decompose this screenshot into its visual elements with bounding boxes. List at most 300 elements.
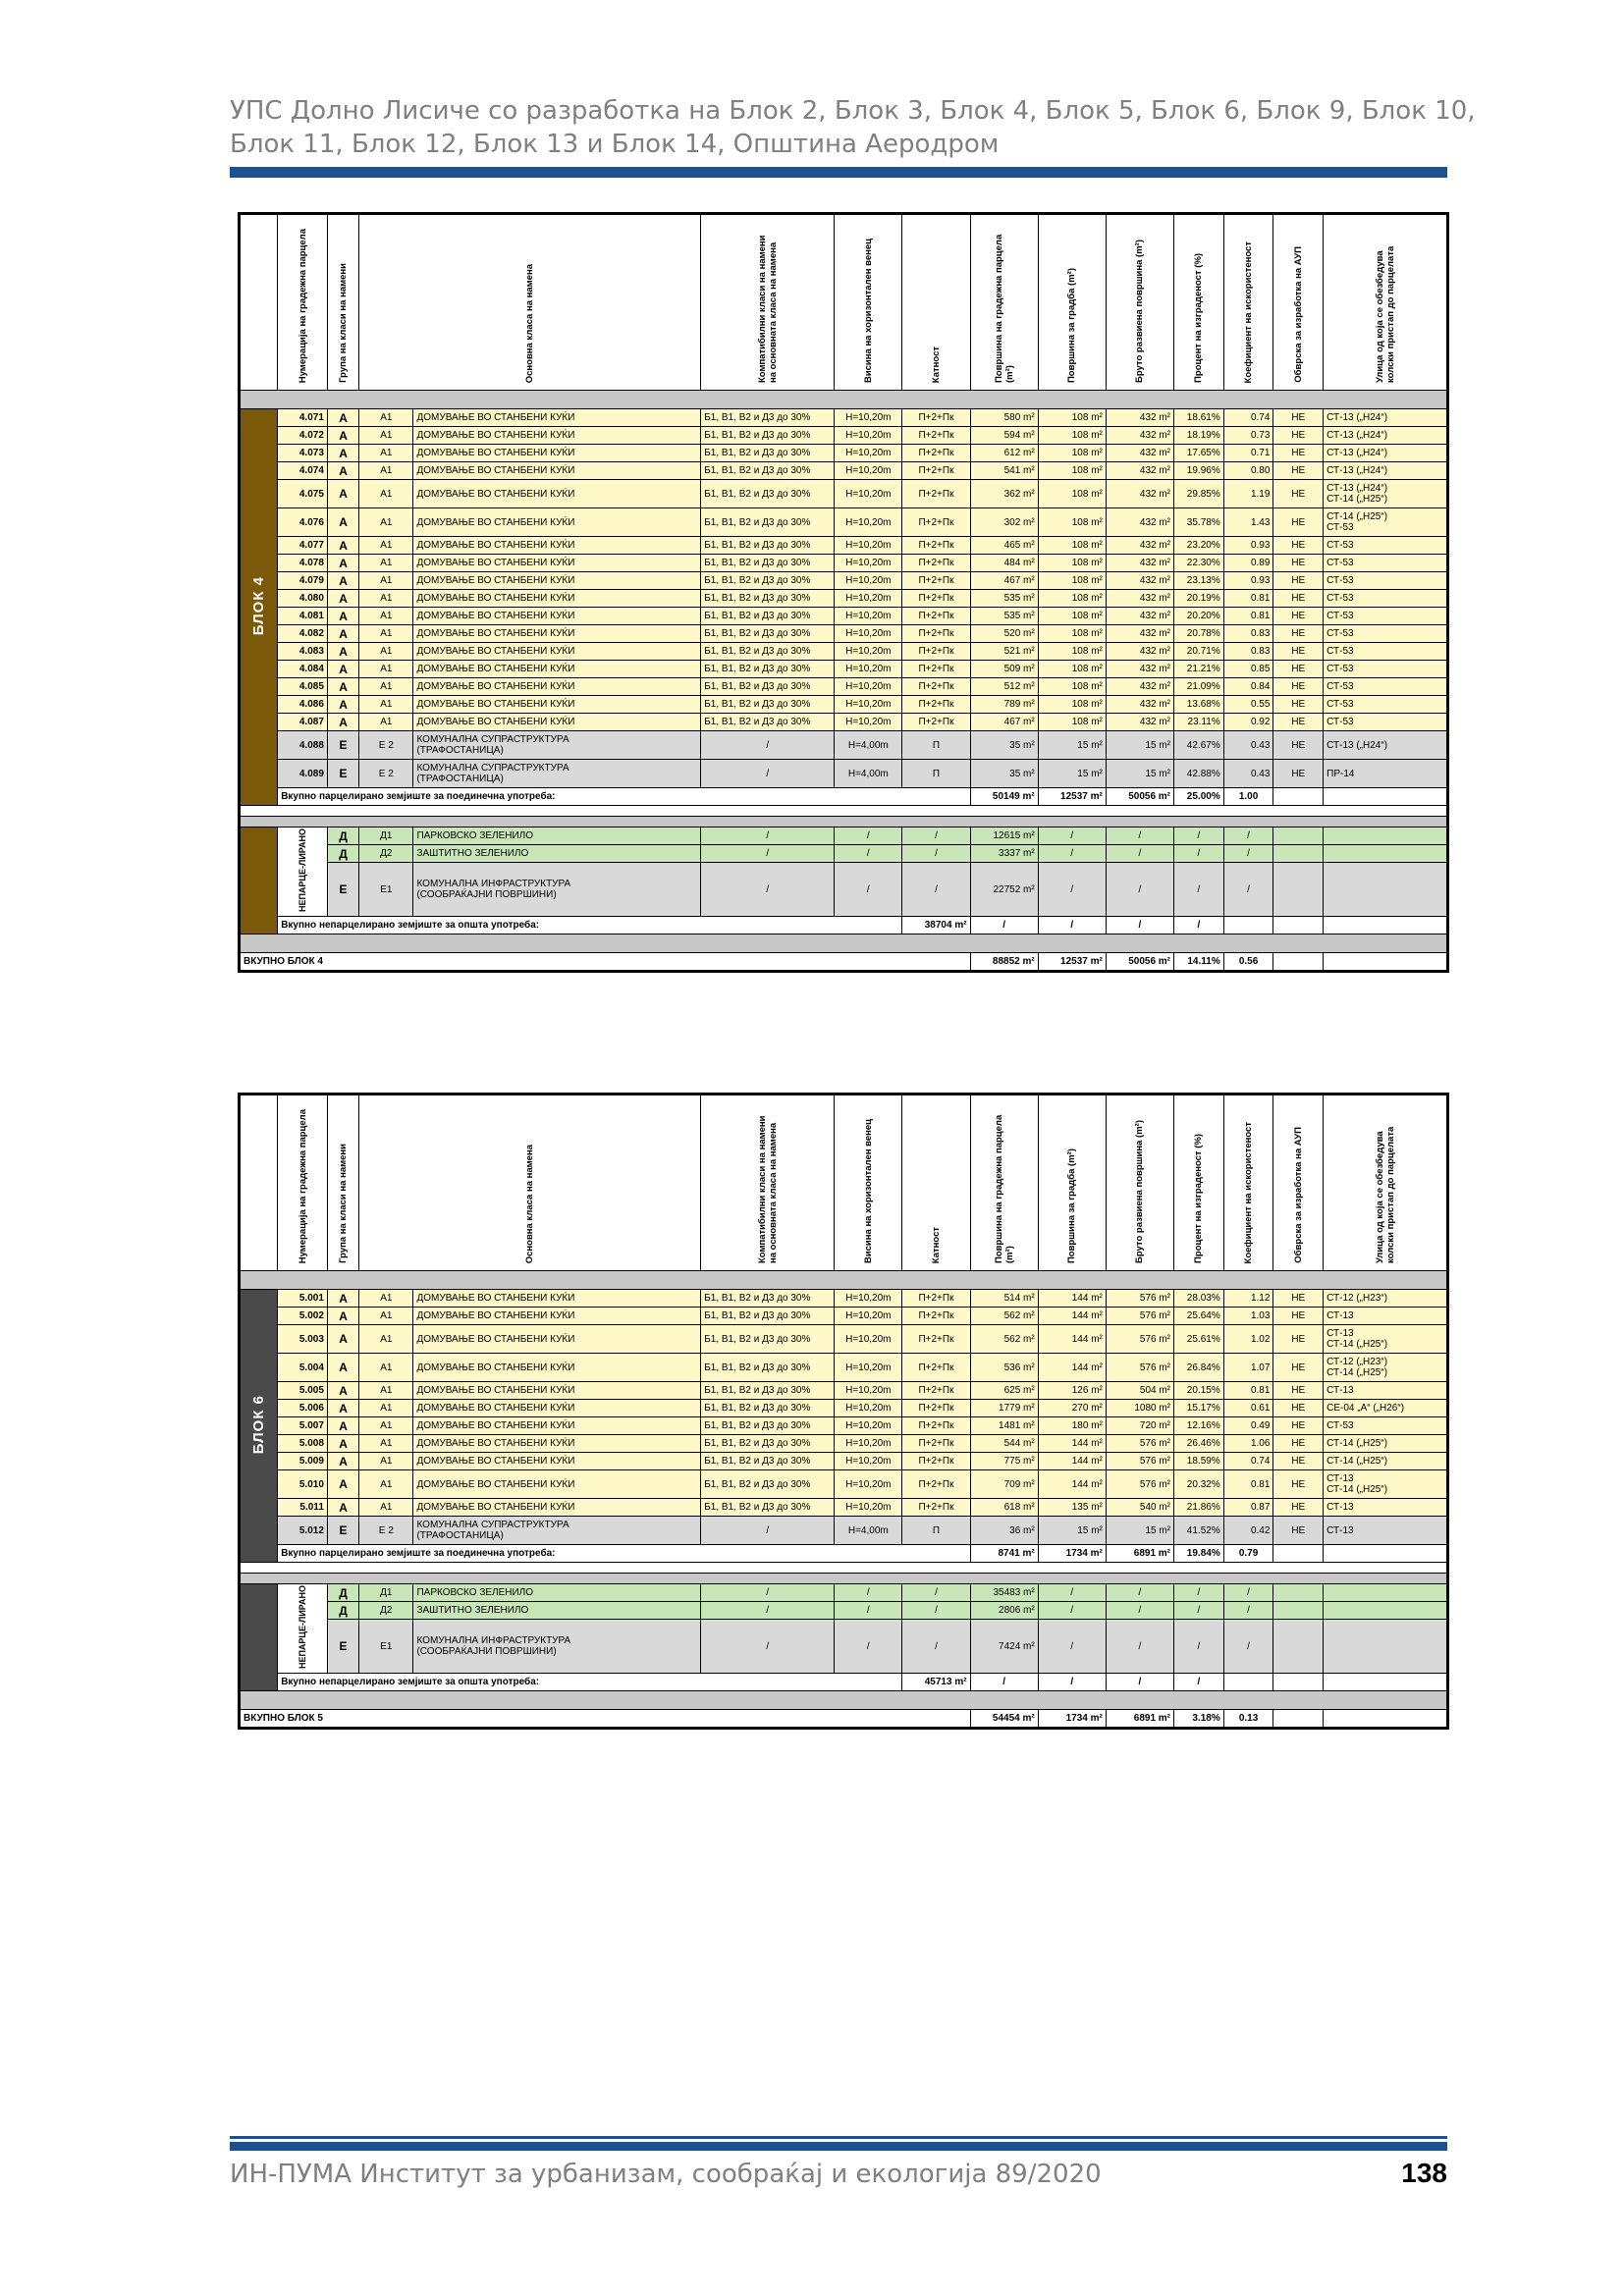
parcel-number: 5.005 [278, 1382, 328, 1400]
cornice-height: H=10,20m [835, 1499, 902, 1517]
block-side-label-text: БЛОК 6 [250, 1394, 268, 1455]
parcel-number: 4.076 [278, 508, 328, 537]
access-street-line: СТ-14 („Н25“) [1326, 1438, 1388, 1449]
use-name-line: (ТРАФОСТАНИЦА) [416, 774, 504, 784]
use-name: ДОМУВАЊЕ ВО СТАНБЕНИ КУЌИ [413, 572, 701, 590]
floors: П+2+Пк [902, 1453, 970, 1470]
block-4-table [238, 212, 1449, 973]
parcel-number: 5.010 [278, 1470, 328, 1499]
coefficient: 0.71 [1223, 445, 1273, 462]
compatible-uses: Б1, В1, В2 и Д3 до 30% [701, 1354, 835, 1382]
coefficient: 1.19 [1223, 480, 1273, 508]
build-percent: 21.09% [1174, 678, 1224, 696]
build-area: 108 m² [1038, 445, 1106, 462]
use-group: А [327, 462, 358, 480]
column-header [835, 214, 902, 391]
parcel-row [240, 731, 1448, 760]
cornice-height: / [835, 845, 902, 863]
access-street [1324, 643, 1448, 661]
column-header-label: Површина за градба (m²) [1066, 1148, 1078, 1263]
use-group: Е [327, 1620, 358, 1674]
cornice-height: H=10,20m [835, 1470, 902, 1499]
access-street [1324, 1453, 1448, 1470]
gross-area: 576 m² [1106, 1354, 1173, 1382]
access-street [1324, 1325, 1448, 1354]
access-street-line: СТ-13 („Н24“) [1326, 430, 1388, 441]
parcel-row [240, 714, 1448, 731]
unparceled-row [240, 1584, 1448, 1602]
column-header-label: Бруто развиена површина (m²) [1134, 240, 1146, 383]
parcel-number: 4.084 [278, 661, 328, 678]
access-street-line: СТ-53 [1326, 699, 1354, 710]
access-street-line: СТ-53 [1326, 1420, 1354, 1431]
access-street [1324, 1400, 1448, 1417]
access-street: ПР-14 [1324, 760, 1448, 788]
parcel-number: 4.080 [278, 590, 328, 608]
coefficient: 0.43 [1223, 760, 1273, 788]
build-percent: 42.88% [1174, 760, 1224, 788]
floors: / [902, 1602, 970, 1620]
unparceled-label-text: НЕПАРЦЕ-ЛИРАНО [298, 828, 308, 913]
use-name: ПАРКОВСКО ЗЕЛЕНИЛО [413, 828, 701, 845]
parcel-number: 4.079 [278, 572, 328, 590]
coefficient: / [1223, 1602, 1273, 1620]
floors: П+2+Пк [902, 508, 970, 537]
aup-obligation: НЕ [1273, 1354, 1324, 1382]
access-street-line: СТ-53 [1326, 646, 1354, 657]
parcel-number: 4.088 [278, 731, 328, 760]
column-header [970, 1095, 1038, 1271]
separator-row [240, 1574, 1448, 1584]
column-header-label: Компатибилни класи на намени на основната класа на намена [756, 235, 779, 383]
block-5-table [238, 1093, 1449, 1730]
total-area: 88852 m² [970, 953, 1038, 972]
use-code: А1 [359, 714, 413, 731]
aup-obligation: НЕ [1273, 572, 1324, 590]
floors: П+2+Пк [902, 480, 970, 508]
use-group: А [327, 427, 358, 445]
parcel-area: 562 m² [970, 1325, 1038, 1354]
summary-label: Вкупно парцелирано земјиште за поединечна употреба: [278, 1545, 970, 1563]
build-percent: / [1174, 828, 1224, 845]
access-street [1324, 845, 1448, 863]
build-percent: / [1174, 863, 1224, 917]
empty-cell [1223, 1674, 1273, 1691]
coefficient: 0.93 [1223, 572, 1273, 590]
spacer-row [240, 806, 1448, 817]
access-street-line: СТ-53 [1326, 558, 1354, 568]
use-code: Д1 [359, 828, 413, 845]
compatible-uses: Б1, В1, В2 и Д3 до 30% [701, 1400, 835, 1417]
parcel-row [240, 643, 1448, 661]
parcel-area: 580 m² [970, 409, 1038, 427]
separator-row [240, 934, 1448, 953]
build-percent: 41.52% [1174, 1517, 1224, 1545]
parcel-area: 467 m² [970, 572, 1038, 590]
aup-obligation: НЕ [1273, 508, 1324, 537]
floors: П+2+Пк [902, 427, 970, 445]
block-side-label-text: БЛОК 4 [250, 575, 268, 636]
build-area: / [1038, 828, 1106, 845]
coefficient: 0.55 [1223, 696, 1273, 714]
floors: П+2+Пк [902, 462, 970, 480]
aup-obligation [1273, 863, 1324, 917]
header-row [240, 1095, 1448, 1271]
access-street [1324, 462, 1448, 480]
gross-area: / [1106, 828, 1173, 845]
coefficient: 0.42 [1223, 1517, 1273, 1545]
parcel-area: 35 m² [970, 731, 1038, 760]
build-percent: 12.16% [1174, 1417, 1224, 1435]
build-area: 108 m² [1038, 480, 1106, 508]
column-header-label: Процент на изграденост (%) [1193, 253, 1205, 383]
parcel-area: 467 m² [970, 714, 1038, 731]
column-header-label: Катност [930, 346, 942, 383]
access-street [1324, 427, 1448, 445]
parcel-area: 509 m² [970, 661, 1038, 678]
use-name: ДОМУВАЊЕ ВО СТАНБЕНИ КУЌИ [413, 643, 701, 661]
floors: / [902, 828, 970, 845]
cornice-height: H=10,20m [835, 555, 902, 572]
header-line-1: УПС Долно Лисиче со разработка на Блок 2, Блок 3, Блок 4, Блок 5, Блок 6, Блок 9, Блок 10, [230, 96, 1476, 126]
column-header-label: Група на класи на намени [338, 1144, 350, 1263]
coefficient: 0.93 [1223, 537, 1273, 555]
gross-area: 576 m² [1106, 1290, 1173, 1308]
page-number: 138 [1401, 2158, 1447, 2188]
build-percent: 22.30% [1174, 555, 1224, 572]
access-street [1324, 508, 1448, 537]
access-street-line: СТ-13 [1326, 1328, 1354, 1339]
access-street-line: СТ-14 („Н25“) [1326, 1339, 1388, 1350]
floors: П+2+Пк [902, 1435, 970, 1453]
use-name: ДОМУВАЊЕ ВО СТАНБЕНИ КУЌИ [413, 1325, 701, 1354]
summary-gross: 6891 m² [1106, 1545, 1173, 1563]
parcel-area: 1779 m² [970, 1400, 1038, 1417]
use-name: ДОМУВАЊЕ ВО СТАНБЕНИ КУЌИ [413, 1290, 701, 1308]
aup-obligation: НЕ [1273, 445, 1324, 462]
use-name: КОМУНАЛНА ИНФРАСТРУКТУРА (СООБРАЌАЈНИ ПОВРШИНИ) [413, 1620, 701, 1674]
use-group: А [327, 608, 358, 625]
parcel-area: 535 m² [970, 608, 1038, 625]
parcel-row [240, 537, 1448, 555]
unparceled-row [240, 828, 1448, 845]
unparceled-row [240, 863, 1448, 917]
cornice-height: H=10,20m [835, 1435, 902, 1453]
use-code: А1 [359, 1354, 413, 1382]
build-percent: 20.15% [1174, 1382, 1224, 1400]
aup-obligation: НЕ [1273, 537, 1324, 555]
gross-area: 432 m² [1106, 696, 1173, 714]
gross-area: 432 m² [1106, 608, 1173, 625]
summary-label: Вкупно непарцелирано земјиште за општа употреба: [278, 1674, 902, 1691]
use-code: А1 [359, 409, 413, 427]
use-code: А1 [359, 696, 413, 714]
column-header [1106, 1095, 1173, 1271]
aup-obligation: НЕ [1273, 1453, 1324, 1470]
coefficient: 0.84 [1223, 678, 1273, 696]
unparceled-summary-row [240, 917, 1448, 934]
build-area: / [1038, 863, 1106, 917]
access-street-line: СТ-14 („Н25“) [1326, 1484, 1388, 1495]
floors: П+2+Пк [902, 1325, 970, 1354]
cornice-height: / [835, 1584, 902, 1602]
use-code: Е 2 [359, 1517, 413, 1545]
use-code: А1 [359, 1470, 413, 1499]
gross-area: / [1106, 1602, 1173, 1620]
use-code: Д2 [359, 845, 413, 863]
document-header [230, 94, 1476, 161]
summary-gross: / [1038, 917, 1106, 934]
cornice-height: / [835, 1620, 902, 1674]
use-group: А [327, 1354, 358, 1382]
separator-row [240, 1271, 1448, 1290]
use-group: А [327, 555, 358, 572]
parcel-area: 1481 m² [970, 1417, 1038, 1435]
column-header [278, 214, 328, 391]
floors: П+2+Пк [902, 714, 970, 731]
gross-area: 432 m² [1106, 537, 1173, 555]
floors: П+2+Пк [902, 608, 970, 625]
build-area: / [1038, 1620, 1106, 1674]
summary-build: 12537 m² [1038, 788, 1106, 806]
cornice-height: H=10,20m [835, 1382, 902, 1400]
build-percent: / [1174, 1602, 1224, 1620]
use-code: А1 [359, 1499, 413, 1517]
use-name: ДОМУВАЊЕ ВО СТАНБЕНИ КУЌИ [413, 1354, 701, 1382]
compatible-uses: Б1, В1, В2 и Д3 до 30% [701, 714, 835, 731]
use-group: А [327, 678, 358, 696]
coefficient: 0.83 [1223, 625, 1273, 643]
floors: П+2+Пк [902, 1308, 970, 1325]
compatible-uses: Б1, В1, В2 и Д3 до 30% [701, 427, 835, 445]
column-header-label: Нумерација на градежна парцела [297, 1108, 308, 1263]
parcel-number: 4.081 [278, 608, 328, 625]
floors: П+2+Пк [902, 661, 970, 678]
empty-cell [1223, 917, 1273, 934]
column-header-label: Група на класи на намени [338, 263, 350, 383]
access-street [1324, 714, 1448, 731]
parcel-area: 544 m² [970, 1435, 1038, 1453]
cornice-height: H=10,20m [835, 661, 902, 678]
use-code: Е 2 [359, 760, 413, 788]
compatible-uses: Б1, В1, В2 и Д3 до 30% [701, 625, 835, 643]
coefficient: 0.43 [1223, 731, 1273, 760]
aup-obligation: НЕ [1273, 1417, 1324, 1435]
column-header [1324, 214, 1448, 391]
aup-obligation: НЕ [1273, 731, 1324, 760]
total-gross: 6891 m² [1106, 1710, 1173, 1729]
cornice-height: H=10,20m [835, 1453, 902, 1470]
gross-area: 576 m² [1106, 1453, 1173, 1470]
build-percent: / [1174, 1584, 1224, 1602]
parcel-area: 535 m² [970, 590, 1038, 608]
column-header [1174, 1095, 1224, 1271]
column-header [359, 1095, 701, 1271]
cornice-height: H=4,00m [835, 1517, 902, 1545]
use-name: ДОМУВАЊЕ ВО СТАНБЕНИ КУЌИ [413, 537, 701, 555]
column-header-label: Коефициент на искористеност [1243, 240, 1255, 383]
use-group: Е [327, 731, 358, 760]
parcel-row [240, 760, 1448, 788]
parcel-number: 4.072 [278, 427, 328, 445]
build-percent: 21.86% [1174, 1499, 1224, 1517]
use-name: ПАРКОВСКО ЗЕЛЕНИЛО [413, 1584, 701, 1602]
block-side-label [240, 1290, 278, 1563]
gross-area: 576 m² [1106, 1308, 1173, 1325]
cornice-height: H=10,20m [835, 480, 902, 508]
summary-build: / [970, 917, 1038, 934]
parcel-row [240, 678, 1448, 696]
gross-area: 432 m² [1106, 409, 1173, 427]
gross-area: / [1106, 1584, 1173, 1602]
parcel-number: 5.003 [278, 1325, 328, 1354]
floors: П [902, 1517, 970, 1545]
access-street [1324, 1354, 1448, 1382]
access-street-line: СТ-14 („Н25“) [1326, 1367, 1388, 1378]
column-header-label: Улица од која се обезбедува колски пристап до парцелата [1374, 1126, 1396, 1263]
coefficient: 0.61 [1223, 1400, 1273, 1417]
column-header [970, 214, 1038, 391]
use-group: А [327, 1308, 358, 1325]
aup-obligation [1273, 1584, 1324, 1602]
compatible-uses: Б1, В1, В2 и Д3 до 30% [701, 1435, 835, 1453]
use-name-line: (ТРАФОСТАНИЦА) [416, 745, 504, 756]
cornice-height: H=10,20m [835, 714, 902, 731]
summary-percent: 19.84% [1174, 1545, 1224, 1563]
build-area: 108 m² [1038, 696, 1106, 714]
access-street-line: СТ-13 [1326, 1502, 1354, 1513]
coefficient: 0.81 [1223, 590, 1273, 608]
column-header-label: Обврска за изработка на АУП [1292, 246, 1304, 383]
aup-obligation: НЕ [1273, 1290, 1324, 1308]
use-name [413, 731, 701, 760]
use-group: А [327, 1470, 358, 1499]
column-header [1223, 1095, 1273, 1271]
build-percent: 17.65% [1174, 445, 1224, 462]
separator-row [240, 1691, 1448, 1710]
build-area: 126 m² [1038, 1382, 1106, 1400]
empty-cell [1273, 788, 1324, 806]
use-name: ДОМУВАЊЕ ВО СТАНБЕНИ КУЌИ [413, 555, 701, 572]
total-gross: 50056 m² [1106, 953, 1173, 972]
aup-obligation: НЕ [1273, 409, 1324, 427]
parcel-number: 5.011 [278, 1499, 328, 1517]
empty-cell [1273, 953, 1324, 972]
block-total-row [240, 1710, 1448, 1729]
use-name: ДОМУВАЊЕ ВО СТАНБЕНИ КУЌИ [413, 1499, 701, 1517]
parcel-area: 302 m² [970, 508, 1038, 537]
parcel-row [240, 1470, 1448, 1499]
compatible-uses: / [701, 1584, 835, 1602]
build-area: 15 m² [1038, 760, 1106, 788]
parcel-area: 775 m² [970, 1453, 1038, 1470]
total-percent: 14.11% [1174, 953, 1224, 972]
use-name: ДОМУВАЊЕ ВО СТАНБЕНИ КУЌИ [413, 590, 701, 608]
cornice-height: H=10,20m [835, 1308, 902, 1325]
floors: П+2+Пк [902, 1382, 970, 1400]
column-header-label: Компатибилни класи на намени на основната класа на намена [756, 1115, 779, 1263]
use-group: А [327, 625, 358, 643]
parcel-number: 4.083 [278, 643, 328, 661]
use-code: А1 [359, 462, 413, 480]
access-street [1324, 1417, 1448, 1435]
summary-build: / [970, 1674, 1038, 1691]
parcel-area: 465 m² [970, 537, 1038, 555]
separator-row [240, 817, 1448, 828]
access-street-line: СТ-12 („Н23“) [1326, 1357, 1388, 1367]
parcel-row [240, 1499, 1448, 1517]
parcel-number: 4.085 [278, 678, 328, 696]
use-group: А [327, 445, 358, 462]
column-header [1038, 214, 1106, 391]
use-code: А1 [359, 1290, 413, 1308]
access-street-line: СТ-53 [1326, 540, 1354, 551]
summary-coefficient: 0.79 [1223, 1545, 1273, 1563]
parcel-number: 4.087 [278, 714, 328, 731]
summary-gross: / [1038, 1674, 1106, 1691]
summary-percent: 25.00% [1174, 788, 1224, 806]
column-header [327, 1095, 358, 1271]
use-group: Е [327, 760, 358, 788]
parcel-number: 5.004 [278, 1354, 328, 1382]
use-name: КОМУНАЛНА ИНФРАСТРУКТУРА (СООБРАЌАЈНИ ПОВРШИНИ) [413, 863, 701, 917]
floors: П+2+Пк [902, 678, 970, 696]
compatible-uses: Б1, В1, В2 и Д3 до 30% [701, 1382, 835, 1400]
floors: / [902, 1584, 970, 1602]
use-group: А [327, 508, 358, 537]
cornice-height: H=10,20m [835, 590, 902, 608]
cornice-height: / [835, 863, 902, 917]
cornice-height: H=10,20m [835, 678, 902, 696]
cornice-height: H=10,20m [835, 508, 902, 537]
column-header-label: Висина на хоризонтален венец [862, 238, 874, 383]
compatible-uses: Б1, В1, В2 и Д3 до 30% [701, 1325, 835, 1354]
use-group: Д [327, 1584, 358, 1602]
aup-obligation: НЕ [1273, 608, 1324, 625]
column-header [1106, 214, 1173, 391]
coefficient: 0.92 [1223, 714, 1273, 731]
cornice-height: H=10,20m [835, 427, 902, 445]
use-code: А1 [359, 445, 413, 462]
use-name: ДОМУВАЊЕ ВО СТАНБЕНИ КУЌИ [413, 625, 701, 643]
aup-obligation: НЕ [1273, 661, 1324, 678]
separator-row [240, 391, 1448, 409]
aup-obligation: НЕ [1273, 1400, 1324, 1417]
access-street-line: СТ-13 („Н24“) [1326, 465, 1388, 476]
build-percent: 23.13% [1174, 572, 1224, 590]
cornice-height: H=10,20m [835, 1354, 902, 1382]
total-build: 12537 m² [1038, 953, 1106, 972]
use-group: А [327, 643, 358, 661]
column-header-label: Површина на градежна парцела (m²) [993, 234, 1015, 383]
cornice-height: H=10,20m [835, 643, 902, 661]
column-header-label: Обврска за изработка на АУП [1292, 1127, 1304, 1263]
build-percent: 20.78% [1174, 625, 1224, 643]
footer-text: ИН-ПУМА Институт за урбанизам, сообраќај и екологија 89/2020 [230, 2160, 1102, 2189]
access-street: СТ-13 [1324, 1517, 1448, 1545]
parcel-row [240, 1417, 1448, 1435]
parcel-row [240, 1325, 1448, 1354]
coefficient: 0.87 [1223, 1499, 1273, 1517]
coefficient: 0.85 [1223, 661, 1273, 678]
coefficient: 0.74 [1223, 409, 1273, 427]
floors: П [902, 731, 970, 760]
build-percent: 20.71% [1174, 643, 1224, 661]
use-name: ДОМУВАЊЕ ВО СТАНБЕНИ КУЌИ [413, 1470, 701, 1499]
build-percent: 13.68% [1174, 696, 1224, 714]
column-header [327, 214, 358, 391]
cornice-height: / [835, 1602, 902, 1620]
